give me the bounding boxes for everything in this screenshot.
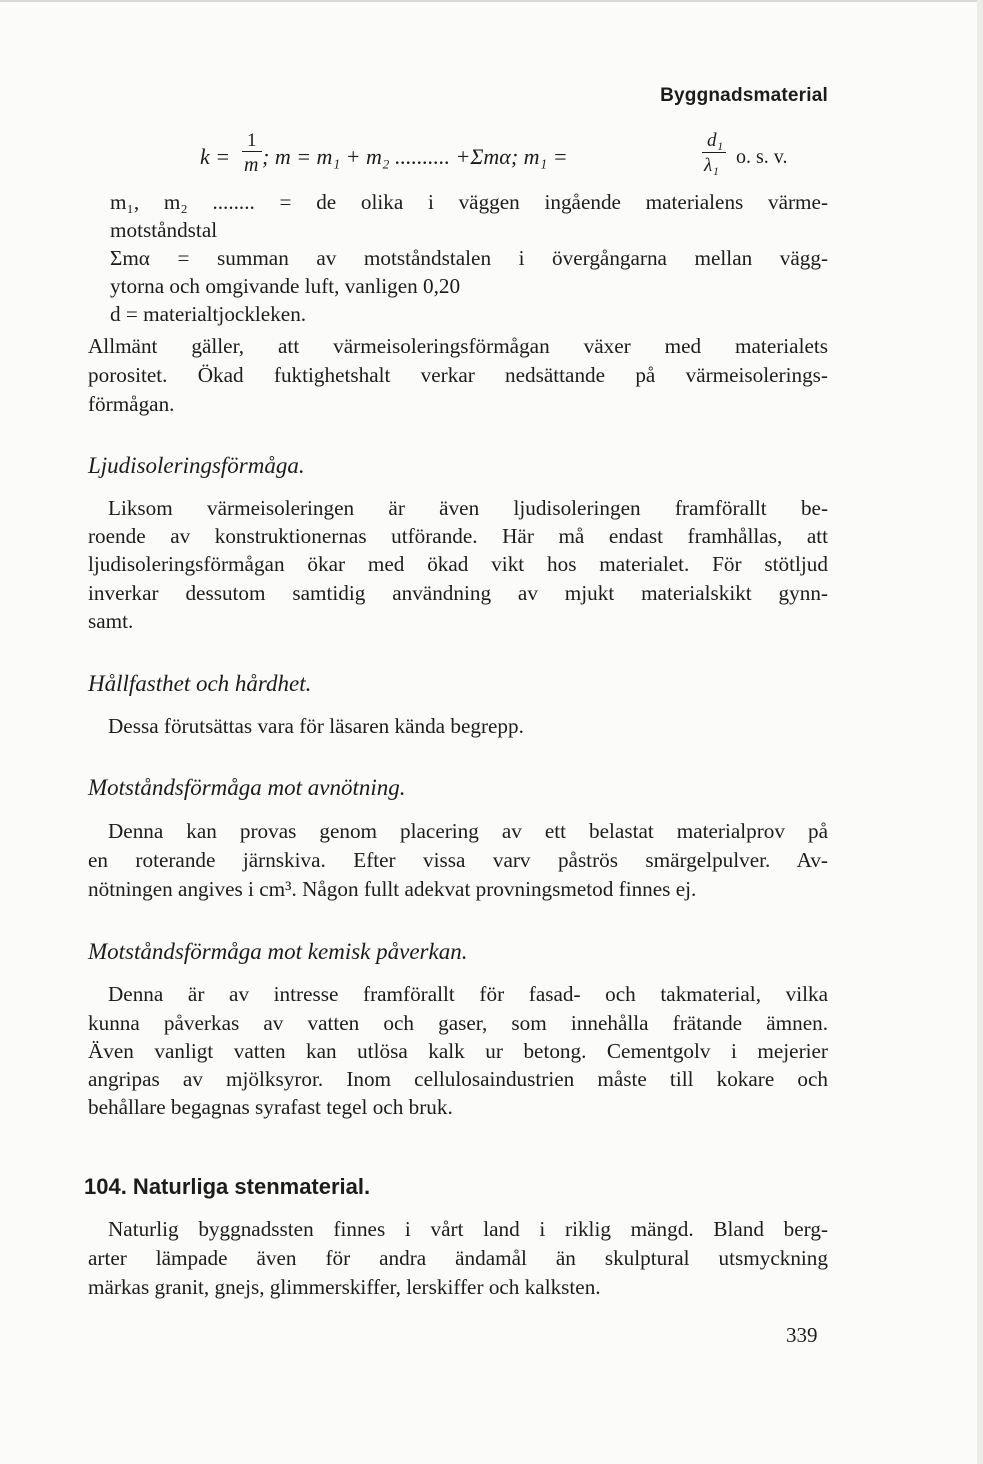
formula-frac-den: m: [244, 154, 259, 176]
paragraph-line: roende av konstruktionernas utförande. Här må endast framhållas, att: [88, 524, 828, 548]
definition-line: motståndstal: [110, 218, 218, 242]
definition-line: Σmα = summan av motståndstalen i övergångarna mellan vägg-: [110, 246, 828, 270]
paragraph-line: Naturlig byggnadssten finnes i vårt land i riklig mängd. Bland berg-: [108, 1217, 828, 1241]
paragraph-line: behållare begagnas syrafast tegel och bruk.: [88, 1095, 453, 1119]
paragraph-line: angripas av mjölksyror. Inom cellulosaindustrien måste till kokare och: [88, 1067, 828, 1091]
formula-osv: o. s. v.: [736, 146, 788, 168]
section-heading: Hållfasthet och hårdhet.: [88, 671, 312, 696]
paragraph-line: förmågan.: [88, 392, 175, 416]
chapter-heading: 104. Naturliga stenmaterial.: [84, 1174, 371, 1199]
formula-frac-bar: [242, 151, 262, 152]
definition-line: m₁, m₂ ........ = de olika i väggen ingående materialens värme-: [110, 190, 828, 214]
section-heading: Ljudisoleringsförmåga.: [88, 453, 305, 478]
paragraph-line: ljudisoleringsförmågan ökar med ökad vikt hos materialet. För stötljud: [88, 552, 828, 576]
paragraph-line: Även vanligt vatten kan utlösa kalk ur betong. Cementgolv i mejerier: [88, 1039, 828, 1063]
paragraph-line: porositet. Ökad fuktighetshalt verkar nedsättande på värmeisolerings-: [88, 363, 828, 387]
formula-d-num: d₁: [707, 130, 724, 151]
paragraph-line: Liksom värmeisoleringen är även ljudisoleringen framförallt be-: [108, 496, 828, 520]
top-edge: [0, 0, 983, 2]
definition-line: ytorna och omgivande luft, vanligen 0,20: [110, 274, 461, 298]
formula: [200, 130, 840, 180]
formula-d-bar: [702, 152, 726, 153]
definition-line: d = materialtjockleken.: [110, 302, 307, 326]
paragraph-line: kunna påverkas av vatten och gaser, som innehålla frätande ämnen.: [88, 1011, 828, 1035]
paragraph-line: inverkar dessutom samtidig användning av mjukt materialskikt gynn-: [88, 581, 828, 605]
page-number: 339: [786, 1323, 818, 1347]
formula-d-den: λ₁: [704, 155, 719, 176]
running-header: Byggnadsmaterial: [660, 85, 828, 106]
paragraph-line: Denna är av intresse framförallt för fasad- och takmaterial, vilka: [108, 982, 828, 1006]
paragraph-line: arter lämpade även för andra ändamål än skulptural utsmyckning: [88, 1246, 828, 1270]
paragraph-line: en roterande järnskiva. Efter vissa varv påströs smärgelpulver. Av-: [88, 848, 828, 872]
paragraph-line: nötningen angives i cm³. Någon fullt adekvat provningsmetod finnes ej.: [88, 877, 697, 901]
paragraph-line: samt.: [88, 609, 134, 633]
formula-m-sum: ; m = m₁ + m₂ .......... +Σmα; m₁ =: [262, 144, 568, 169]
section-heading: Motståndsförmåga mot kemisk påverkan.: [88, 939, 468, 964]
paragraph-line: Dessa förutsättas vara för läsaren kända begrepp.: [108, 714, 524, 738]
formula-k: k =: [200, 144, 231, 169]
paragraph-line: Denna kan provas genom placering av ett belastat materialprov på: [108, 819, 828, 843]
section-heading: Motståndsförmåga mot avnötning.: [88, 775, 406, 800]
paragraph-line: Allmänt gäller, att värmeisoleringsförmågan växer med materialets: [88, 334, 828, 358]
right-edge: [977, 0, 983, 1464]
paragraph-line: märkas granit, gnejs, glimmerskiffer, lerskiffer och kalksten.: [88, 1275, 601, 1299]
formula-frac-num: 1: [247, 130, 257, 151]
